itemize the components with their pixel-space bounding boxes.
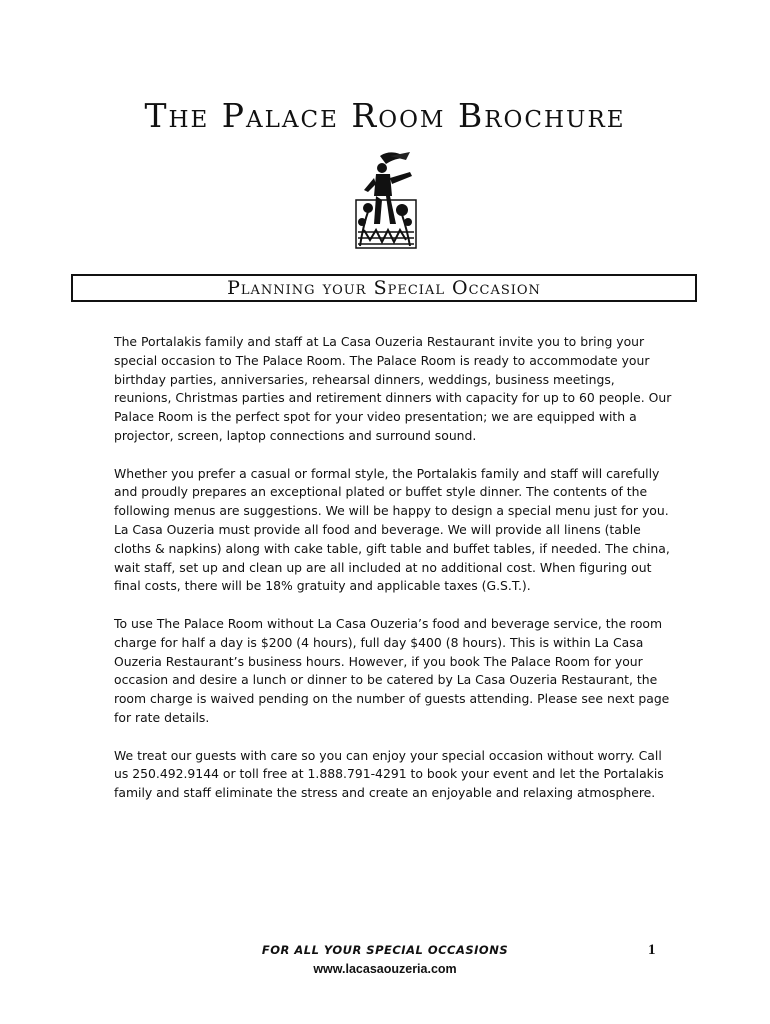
section-heading: Planning your Special Occasion xyxy=(71,274,697,302)
page-number: 1 xyxy=(648,942,656,958)
page-title: The Palace Room Brochure xyxy=(144,96,626,135)
paragraph-contact: We treat our guests with care so you can enjoy your special occasion without worry. Call us 250.492.9144 or toll free at 1.888.791-4291 to book your event and let the Portalakis family and staff eliminate the stress and create an enjoyable and relaxing atmosphere. xyxy=(114,747,664,801)
paragraph-style: Whether you prefer a casual or formal style, the Portalakis family and staff will carefully and proudly prepares an exceptional plated or buffet style dinner. The contents of the following menus are suggestions. We will be happy to design a special menu just for you. La Casa Ouzeria must provide all food and beverage. We will provide all linens (table cloths & napkins) along with cake table, gift table and buffet tables, if needed. The china, wait staff, set up and clean up are all included at no additional cost. When figuring out final costs, there will be 18% gratuity and applicable taxes (G.S.T.). xyxy=(114,465,670,594)
footer-website: www.lacasaouzeria.com xyxy=(313,962,457,976)
paragraph-room-charge: To use The Palace Room without La Casa Ouzeria’s food and beverage service, the room charge for half a day is $200 (4 hours), full day $400 (8 hours). This is within La Casa Ouzeria Restaurant’s business hours. However, if you book The Palace Room for your occasion and desire a lunch or dinner to be catered by La Casa Ouzeria Restaurant, the room charge is waived pending on the number of guests attending. Please see next page for rate details. xyxy=(114,615,670,725)
paragraph-intro: The Portalakis family and staff at La Casa Ouzeria Restaurant invite you to bring your special occasion to The Palace Room. The Palace Room is ready to accommodate your birthday parties, anniversaries, rehearsal dinners, weddings, business meetings, reunions, Christmas parties and retirement dinners with capacity for up to 60 people. Our Palace Room is the perfect spot for your video presentation; we are equipped with a projector, screen, laptop connections and surround sound. xyxy=(114,334,672,443)
body-text xyxy=(114,333,674,822)
footer-tagline: FOR ALL YOUR SPECIAL OCCASIONS xyxy=(261,943,509,957)
decorative-figure-illustration xyxy=(350,150,422,250)
